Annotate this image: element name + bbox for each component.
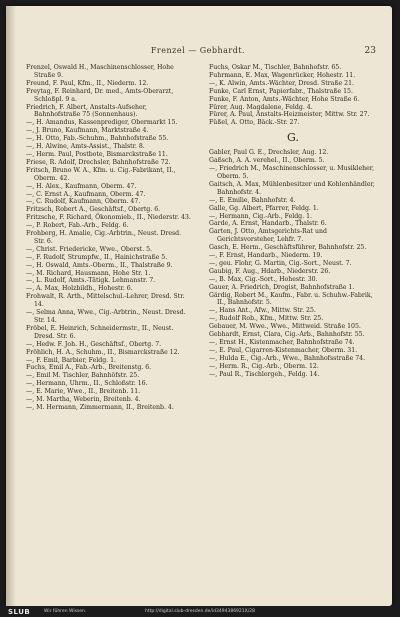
directory-entry: Gaubig, F. Aug., Hdarb., Niederstr. 26. — [209, 267, 331, 275]
page-header — [20, 46, 376, 58]
directory-entry: —, E. Marie, Wwe., II., Breitenb. 11. — [26, 388, 141, 396]
directory-entry: —, F. Ernst, Handarb., Niederm. 19. — [209, 252, 323, 260]
directory-entry: Friese, R. Adolf, Drechsler, Bahnhofstraße 72. — [26, 158, 171, 166]
directory-entry: —, C. Ernst A., Kaufmann, Oberm. 47. — [26, 190, 146, 198]
directory-entry: Funke, F. Anton, Amts.-Wächter, Hohe Straße 6. — [209, 95, 360, 103]
directory-entry: —, H. Amandus, Kassenprediger, Obermarkt 15. — [26, 119, 178, 127]
directory-entry: —, Friedrich M., Maschinenschlosser, u. Musikleher, Oberm. 5. — [209, 165, 375, 180]
directory-entry: —, H. Oswald, Amts.-Oberm., II., Thalstraße 9. — [26, 261, 173, 269]
directory-entry: Fürer, A. Paul, Anstalts-Heizmeister, Mittw. Str. 27. — [209, 111, 370, 119]
running-title: Frenzel — Gebhardt. — [150, 46, 246, 55]
directory-entry: Fritzsch, Robert A., Geschäftsf., Obertg. 6. — [26, 206, 161, 214]
directory-entry: Gebauer, M. Wwe., Wwe., Mittweid. Straße 105. — [209, 323, 361, 331]
directory-entry: —, Paul R., Tischlergeh., Feldg. 14. — [209, 370, 320, 378]
directory-entry: —, Rudolf Rob., Kfm., Mittw. Str. 25. — [209, 315, 324, 323]
directory-entry: —, M. Hermann, Zimmermann, II., Breitenb. 4. — [26, 403, 174, 411]
directory-entry: —, L. Rudolf, Amts.-Tätigk. Lehmanstr. 7. — [26, 277, 156, 285]
directory-entry: Fürer, Aug. Magdalene, Feldg. 4. — [209, 103, 313, 111]
directory-entry: —, A. Max, Holzbildh., Hohestr. 6. — [26, 285, 133, 293]
directory-entry: Funke, Carl Ernst, Papierfabr., Thalstraße 15. — [209, 87, 353, 95]
directory-entry: —, H. Otto, Fab.-Schuhm., Bahnhofstraße 55. — [26, 135, 169, 143]
directory-entry: Fuhrmann, E. Max, Wagenrücker, Hohestr. 11. — [209, 71, 356, 79]
directory-entry: Freytag, F. Reinhard, Dr. med., Amts-Oberarzt, Schloßpl. 9 a. — [26, 87, 174, 103]
page-binding-edge — [6, 6, 16, 606]
directory-entry: —, Emil M. Tischler, Bahnhöfstr. 25. — [26, 372, 140, 380]
directory-entry: Gauer, A. Friedrich, Drogist, Bahnhofstraße 1. — [209, 283, 355, 291]
directory-entry: —, K. Alwin, Amts.-Wächter, Dresd. Straße 21. — [209, 79, 354, 87]
document-page — [6, 6, 392, 606]
slub-tagline: Wir führen Wissen. — [44, 609, 87, 614]
directory-entry: Gabler, Paul G. E., Drechsler, Aug. 12. — [209, 149, 329, 157]
directory-entry: Fröhlich, H. A., Schuhm., II., Bismarckstraße 12. — [26, 348, 180, 356]
directory-entry: Garten, J. Otto, Amtsgerichts-Rat und Gerichtsvorsteher, Lehfr. 7. — [209, 228, 327, 244]
directory-entry: Garde, A. Ernst, Handarb., Thalstr. 6. — [209, 220, 327, 228]
directory-entry: —, Herm. Paul, Postbote, Bismarckstraße 11. — [26, 150, 168, 158]
directory-entry: —, Hedw. F. Joh. H., Geschäftsf., Obertg. 7. — [26, 340, 162, 348]
directory-entry: Gasch, E. Herm., Geschäftsführer, Bahnhofstr. 25. — [209, 244, 367, 252]
slub-logo[interactable]: SLUB — [8, 608, 31, 616]
directory-entry: Gaitsch, A. Max, Mühlenbesitzer und Kohlenhändler, Bahnhofstr. 4. — [209, 180, 375, 196]
directory-entry: —, Herm. R., Cig.-Arb., Oberm. 12. — [209, 362, 319, 370]
directory-entry: —, F. Rudolf, Strumpfw., II., Hainichstraße 5. — [26, 253, 168, 261]
directory-entry: —, Hulda E., Cig.-Arb., Wwe., Bahnhofsstraße 74. — [209, 354, 366, 362]
directory-entry: Freund, F. Paul, Kfm., II., Niederm. 12. — [26, 79, 149, 87]
directory-entry: —, E. Emilie, Bahnhofstr. 4. — [209, 196, 296, 204]
directory-entry: —, H. Alex., Kaufmann, Oberm. 47. — [26, 182, 137, 190]
directory-entry: —, J. Bruno, Kaufmann, Marktstraße 4. — [26, 127, 149, 135]
directory-entry: Frohwalt, R. Arth., Mittelschul.-Lehrer, Dresd. Str. 14. — [26, 293, 185, 309]
directory-entry: Fritsch, Bruno W. A., Kfm. u. Cig.-Fabrikant, II., Oberm. 42. — [26, 166, 176, 182]
directory-entry: —, Hermann, Uhrm., II., Schloßstr. 16. — [26, 380, 148, 388]
footer-bar — [0, 606, 400, 617]
directory-entry: —, geu. Flohr, G. Martin, Cig.-Sort., Neust. 7. — [209, 259, 352, 267]
directory-entry: Gebhardt, Ernst, Clara, Cig.-Arb., Bahnhofstr. 55. — [209, 331, 365, 339]
directory-entry: —, Christ. Friedericke, Wwe., Oberst. 5. — [26, 245, 153, 253]
left-column — [26, 64, 194, 412]
directory-entry: Gärdig, Robert M., Kaufm., Fabr. u. Schuhw.-Fabrik, II., Bahnhofstr. 5. — [209, 291, 373, 307]
section-letter-g: G. — [287, 131, 299, 145]
directory-entry: Friedrich, F. Albert, Anstalts-Aufseher, Bahnhofstraße 75 (Sonnenhaus). — [26, 103, 147, 119]
directory-entry: —, P. Robert, Fab.-Arb., Feldg. 6. — [26, 222, 129, 230]
directory-entry: —, H. Alwine, Amts-Assist., Thalstr. 8. — [26, 143, 145, 151]
page-number: 23 — [364, 46, 376, 56]
directory-entry: —, Hans Ant., Afw., Mittw. Str. 25. — [209, 307, 316, 315]
directory-entry: —, C. Rudolf, Kaufmann, Oberm. 47. — [26, 198, 141, 206]
directory-entry: Füßel, A. Otto, Bäck.-Str. 27. — [209, 119, 300, 127]
directory-entry: —, F. Emil, Barbier, Feldg. 1. — [26, 356, 117, 364]
directory-entry: Frohberg, H. Amalie, Cig.-Arbtrin., Neust. Dresd. Str. 6. — [26, 230, 182, 245]
directory-entry: —, E. Paul, Cigarren-Kistenmacher, Oberm. 31. — [209, 346, 358, 354]
source-url-link[interactable]: http://digital.slub-dresden.de/id3494386921X/28 — [145, 609, 255, 614]
directory-entry: —, B. Max, Cig.-Sort., Hohestr. 30. — [209, 275, 318, 283]
directory-entry: Fritzsche, F. Richard, Ökonomieb., II., Niederstr. 43. — [26, 214, 191, 222]
directory-entry: —, M. Martha, Weberin, Breitenb. 4. — [26, 396, 141, 404]
directory-entry: Galle, Gg. Albert, Pfarrer, Feldg. 1. — [209, 204, 319, 212]
directory-entry: Gaßsch, A. A. verehel., II., Oberm. 5. — [209, 157, 325, 165]
directory-entry: Fuchs, Oskar M., Tischler, Bahnhofstr. 65. — [209, 64, 342, 71]
directory-entry: —, Ernst H., Kistenmacher, Bahnhofstraße 74. — [209, 339, 355, 346]
right-column — [209, 64, 377, 379]
directory-entry: Fröbel, E. Heinrich, Schneidermstr., II., Neust. Dresd. Str. 6. — [26, 324, 174, 340]
directory-entry: —, M. Richard, Hausmann, Hohe Str. 1. — [26, 269, 151, 277]
directory-entry: —, Hermann, Cig.-Arb., Feldg. 1. — [209, 212, 312, 220]
directory-entry: Frenzel, Oswald H., Maschinenschlosser, Hohe Straße 9. — [26, 64, 174, 79]
directory-entry: Fuchs, Emil A., Fab.-Arb., Breitenstg. 6. — [26, 364, 152, 372]
directory-entry: —, Selma Anna, Wwe., Cig.-Arbtrin., Neust. Dresd. Str. 14. — [26, 309, 186, 324]
